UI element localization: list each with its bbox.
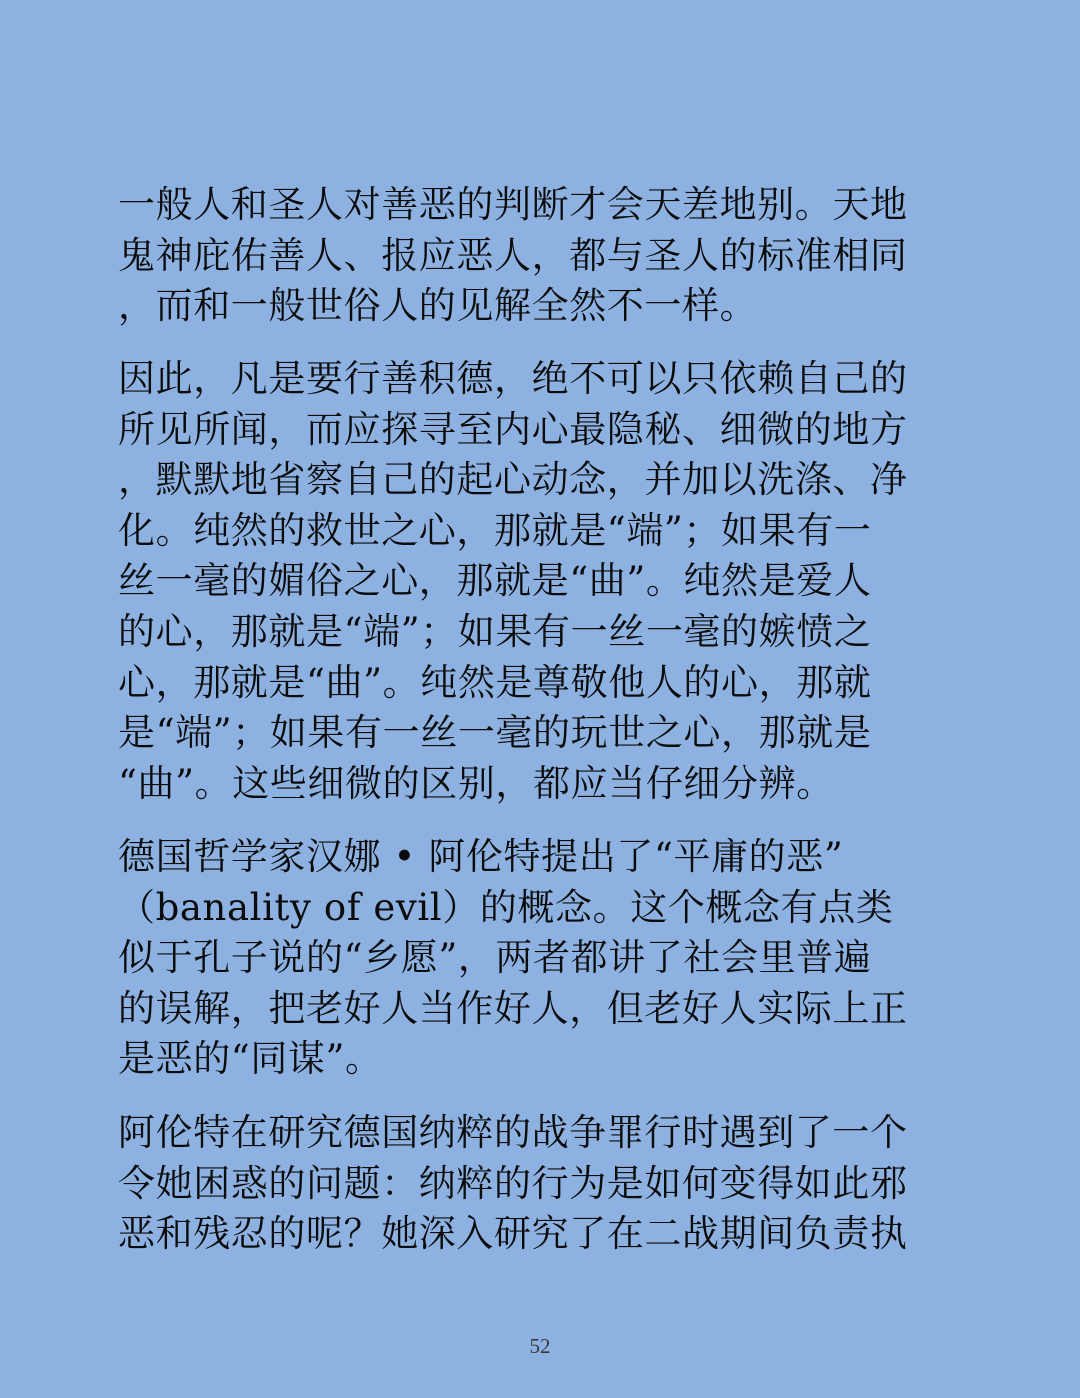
text-line: 丝一毫的媚俗之心，那就是“曲”。纯然是爱人 [118,559,872,603]
text-line: 化。纯然的救世之心，那就是“端”；如果有一 [118,508,872,552]
page-number: 52 [529,1334,551,1358]
text-line: 的心，那就是“端”；如果有一丝一毫的嫉愤之 [118,609,872,653]
text-line: 恶和残忍的呢？她深入研究了在二战期间负责执 [118,1212,908,1256]
paragraph-2 [118,354,958,809]
text-line: 的误解，把老好人当作好人，但老好人实际上正 [118,986,908,1030]
text-line: 德国哲学家汉娜 • 阿伦特提出了“平庸的恶” [118,835,844,878]
text-line: （banality of evil）的概念。这个概念有点类 [118,885,894,929]
text-line: 是恶的“同谋”。 [118,1037,383,1081]
text-line: 阿伦特在研究德国纳粹的战争罪行时遇到了一个 [118,1111,908,1154]
text-line: ，默默地省察自己的起心动念，并加以洗涤、净 [118,458,908,502]
text-line: 鬼神庇佑善人、报应恶人，都与圣人的标准相同 [118,233,908,277]
text-line: 令她困惑的问题：纳粹的行为是如何变得如此邪 [118,1161,908,1205]
paragraph-3 [118,832,958,1085]
text-line: 一般人和圣人对善恶的判断才会天差地别。天地 [118,183,908,226]
text-line: 似于孔子说的“乡愿”，两者都讲了社会里普遍 [118,936,872,980]
text-line: ，而和一般世俗人的见解全然不一样。 [118,284,758,328]
paragraph-4 [118,1108,958,1260]
text-line: 心，那就是“曲”。纯然是尊敬他人的心，那就 [118,660,872,704]
text-line: 所见所闻，而应探寻至内心最隐秘、细微的地方 [118,407,908,451]
text-line: 是“端”；如果有一丝一毫的玩世之心，那就是 [118,711,872,755]
text-line: 因此，凡是要行善积德，绝不可以只依赖自己的 [118,357,908,400]
paragraph-1 [118,180,958,332]
text-line: “曲”。这些细微的区别，都应当仔细分辨。 [118,761,834,805]
